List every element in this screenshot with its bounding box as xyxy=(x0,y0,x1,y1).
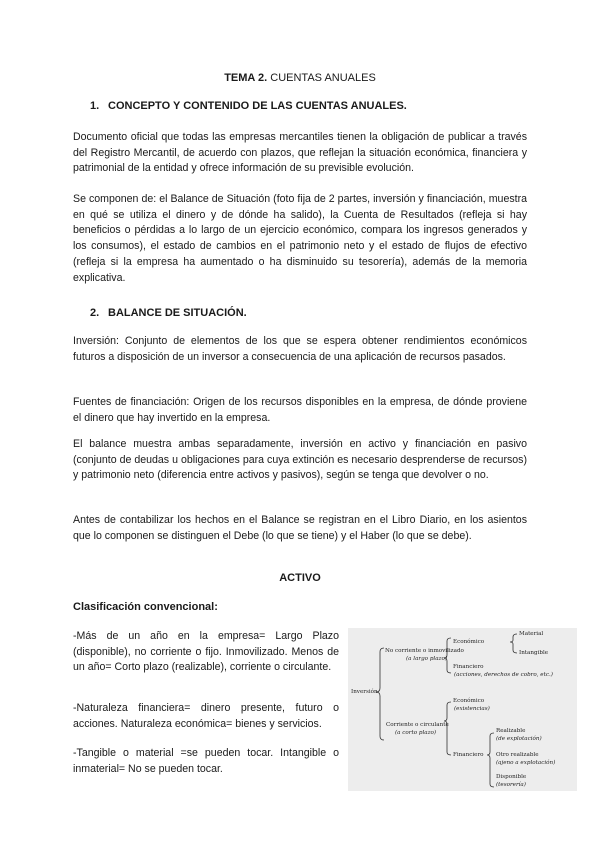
diagram-realizable-sub-text: (de explotación) xyxy=(496,736,542,742)
diagram-realizable: Realizable xyxy=(496,728,526,734)
diagram-intangible: Intangible xyxy=(519,650,549,656)
diagram-financiero-sub xyxy=(454,672,553,679)
diagram-otro-realizable: Otro realizable xyxy=(496,752,539,758)
diagram-disponible: Disponible xyxy=(496,774,527,780)
diagram-corriente: Corriente o circulante xyxy=(386,722,449,728)
paragraph-balance: El balance muestra ambas separadamente, inversión en activo y financiación en pasivo (conjunto de deudas u obligaciones para cuya extinción es necesario desprenderse de recursos) y patrimonio neto (diferencia entre activos y pasivos), según se tenga que devolver o no. xyxy=(73,438,527,482)
page-title xyxy=(0,72,600,84)
diagram-economico-2-sub xyxy=(454,706,490,713)
inversion-classification-diagram xyxy=(348,628,577,791)
diagram-economico: Económico xyxy=(453,639,485,645)
diagram-financiero-sub-text: (acciones, derechos de cobro, etc.) xyxy=(454,672,553,678)
diagram-root: Inversión xyxy=(351,689,378,695)
diagram-corriente-sub xyxy=(395,730,436,737)
economico-bracket xyxy=(510,634,517,653)
diagram-disponible-sub-text: (tesorería) xyxy=(496,782,526,788)
diagram-no-corriente: No corriente o inmovilizado xyxy=(385,648,464,654)
paragraph-components: Se componen de: el Balance de Situación (foto fija de 2 partes, inversión y financiación, muestra en qué se utiliza el dinero y de dónde ha salido), la Cuenta de Resultados (refleja si hay beneficios o pérdidas a lo largo de un ejercicio económico, compara los ingresos generados y los consumos), el estado de cambios en el patrimonio neto y el estado de flujos de efectivo (refleja si la empresa ha aumentado o ha disminuido su tesorería), además de la memoria explicativa. xyxy=(73,193,527,284)
diagram-no-corriente-sub xyxy=(406,656,447,663)
diagram-financiero-2: Financiero xyxy=(453,752,484,758)
diagram-otro-realizable-sub-text: (ajeno a explotación) xyxy=(496,760,556,766)
diagram-economico-2-sub-text: (existencias) xyxy=(454,706,490,712)
bullet-tangible: -Tangible o material =se pueden tocar. Intangible o inmaterial= No se pueden tocar. xyxy=(73,747,339,775)
bullet-naturaleza: -Naturaleza financiera= dinero presente, futuro o acciones. Naturaleza económica= bienes y servicios. xyxy=(73,702,339,730)
financiero2-bracket xyxy=(487,733,494,787)
title-number: TEMA 2. xyxy=(224,72,268,84)
diagram-economico-2: Económico xyxy=(453,698,485,704)
activo-heading: ACTIVO xyxy=(279,572,321,584)
diagram-realizable-sub xyxy=(496,736,542,743)
diagram-disponible-sub xyxy=(496,782,526,789)
title-text: CUENTAS ANUALES xyxy=(267,72,376,84)
section-1-title: CONCEPTO Y CONTENIDO DE LAS CUENTAS ANUALES. xyxy=(108,100,407,112)
section-2-number: 2. xyxy=(90,307,100,319)
diagram-financiero: Financiero xyxy=(453,664,484,670)
bullet-plazo: -Más de un año en la empresa= Largo Plazo (disponible), no corriente o fijo. Inmovilizado. Menos de un año= Corto plazo (realizable), corriente o circulante. xyxy=(73,630,339,674)
paragraph-inversion: Inversión: Conjunto de elementos de los que se espera obtener rendimientos económicos futuros a disposición de un inversor a consecuencia de una aplicación de recursos pasados. xyxy=(73,335,527,363)
clasificacion-heading: Clasificación convencional: xyxy=(73,601,218,613)
section-2-heading xyxy=(90,307,247,319)
section-1-heading xyxy=(90,100,407,112)
section-1-number: 1. xyxy=(90,100,100,112)
section-2-title: BALANCE DE SITUACIÓN. xyxy=(108,307,247,319)
paragraph-definition: Documento oficial que todas las empresas mercantiles tienen la obligación de publicar a través del Registro Mercantil, de acuerdo con plazos, que reflejan la situación económica, financiera y patrimonial de la entidad y ofrece información de su previsible evolución. xyxy=(73,131,527,175)
paragraph-fuentes: Fuentes de financiación: Origen de los recursos disponibles en la empresa, de dónde proviene el dinero que hay invertido en la empresa. xyxy=(73,396,527,424)
diagram-material: Material xyxy=(519,631,544,637)
paragraph-libro-diario: Antes de contabilizar los hechos en el Balance se registran en el Libro Diario, en los asientos que lo componen se distinguen el Debe (lo que se tiene) y el Haber (lo que se debe). xyxy=(73,514,527,542)
diagram-otro-realizable-sub xyxy=(496,760,555,767)
diagram-corriente-sub-text: (a corto plazo) xyxy=(395,730,437,736)
diagram-no-corriente-sub-text: (a largo plazo) xyxy=(406,656,448,662)
